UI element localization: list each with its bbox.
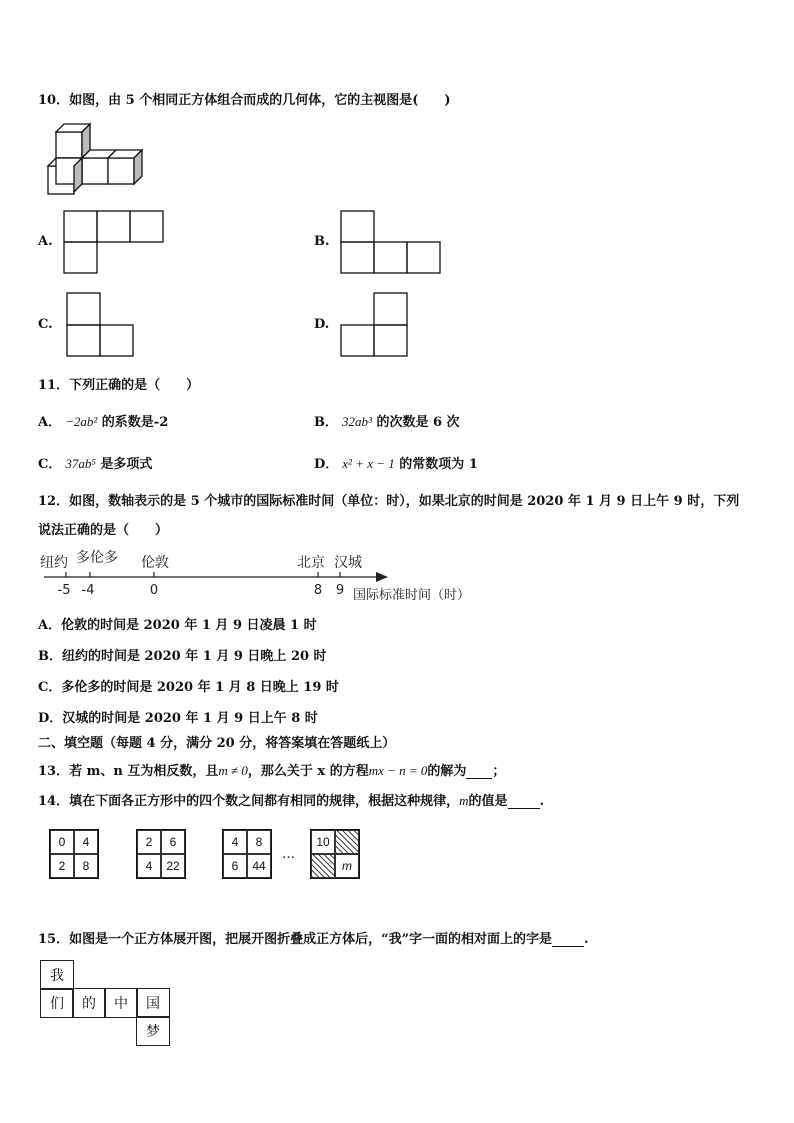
q11-option-b-text: 的次数是 6 次 [376, 415, 460, 430]
cell: 44 [247, 854, 271, 878]
cell: 0 [50, 830, 74, 854]
q14-part1: 14．填在下面各正方形中的四个数之间都有相同的规律，根据这种规律， [38, 794, 460, 809]
q14-part3: . [539, 794, 545, 809]
tick-label: 0 [149, 583, 159, 598]
q12-stem-line1: 12．如图，数轴表示的是 5 个城市的国际标准时间（单位：时），如果北京的时间是 2020 年 1 月 9 日上午 9 时，下列 [38, 494, 740, 509]
q13-part2: ，那么关于 x 的方程 [247, 764, 369, 779]
q14-answer-blank[interactable] [508, 796, 540, 809]
q10-stem: 10．如图，由 5 个相同正方体组合而成的几何体，它的主视图是( ) [38, 93, 451, 108]
q15-answer-blank[interactable] [552, 934, 584, 947]
q12-option-a[interactable]: A．伦敦的时间是 2020 年 1 月 9 日凌晨 1 时 [38, 618, 317, 633]
q14-square-1 [49, 829, 99, 879]
q11-option-b[interactable] [314, 411, 460, 430]
q15-stem [38, 928, 589, 947]
cell: 2 [137, 830, 161, 854]
q10-option-c-figure [66, 292, 146, 362]
q13-part4: ； [492, 764, 506, 779]
net-face: 我 [40, 960, 74, 990]
q11-option-a-label: A． [38, 415, 62, 430]
q15-part2: . [584, 932, 589, 947]
cell: 6 [161, 830, 185, 854]
q12-number-line [38, 548, 498, 608]
q14-stem [38, 790, 544, 809]
q11-option-d[interactable] [314, 453, 478, 472]
cell: 8 [247, 830, 271, 854]
q14-math: m [459, 793, 469, 808]
cell: 4 [137, 854, 161, 878]
tick-label: -4 [81, 583, 95, 598]
q13-part1: 13．若 m、n 互为相反数，且 [38, 764, 219, 779]
q11-option-b-math: 32ab³ [342, 414, 372, 429]
cell: 2 [50, 854, 74, 878]
axis-arrow [376, 572, 388, 582]
cell: 22 [161, 854, 185, 878]
net-face: 国 [136, 988, 170, 1018]
q13-math2: mx − n = 0 [368, 763, 428, 778]
city-beijing: 北京 [297, 555, 325, 571]
q10-option-a-figure [63, 210, 173, 280]
q13-stem [38, 760, 505, 779]
cell: 10 [311, 830, 335, 854]
q14-square-3 [222, 829, 272, 879]
q11-option-a-math: −2ab² [65, 414, 98, 429]
section-heading: 二、填空题（每题 4 分，满分 20 分，将答案填在答题纸上） [38, 736, 396, 751]
q14-part2: 的值是 [468, 794, 508, 809]
cell: 8 [74, 854, 98, 878]
tick-label: 9 [335, 583, 345, 598]
q10-option-d-figure [340, 292, 420, 362]
tick-label: -5 [57, 583, 71, 598]
q11-option-c-label: C． [38, 457, 62, 472]
q11-option-d-text: 的常数项为 1 [399, 457, 478, 472]
cell-m: m [335, 854, 359, 878]
q11-option-d-label: D． [314, 457, 339, 472]
q12-option-d[interactable]: D．汉城的时间是 2020 年 1 月 9 日上午 8 时 [38, 711, 318, 726]
q11-option-a-text: 的系数是-2 [101, 415, 169, 430]
q12-stem-line2: 说法正确的是（ ） [38, 523, 169, 538]
q15-part1: 15．如图是一个正方体展开图，把展开图折叠成正方体后，“我”字一面的相对面上的字是 [38, 932, 553, 947]
q11-option-c-math: 37ab⁵ [65, 456, 96, 471]
net-face: 梦 [136, 1016, 170, 1046]
q10-option-d-label[interactable]: D. [314, 317, 330, 332]
hatched-cell [335, 830, 359, 854]
tick-label: 8 [313, 583, 323, 598]
q10-option-b-label[interactable]: B. [314, 234, 330, 249]
city-toronto: 多伦多 [76, 550, 118, 566]
q12-option-b[interactable]: B．纽约的时间是 2020 年 1 月 9 日晚上 20 时 [38, 649, 327, 664]
q10-option-b-figure [340, 210, 450, 280]
q11-option-c[interactable] [38, 453, 152, 472]
net-face: 中 [104, 988, 138, 1018]
q11-option-a[interactable] [38, 411, 168, 430]
cell: 6 [223, 854, 247, 878]
net-face: 的 [72, 988, 106, 1018]
city-seoul: 汉城 [334, 555, 362, 571]
q14-square-last [310, 829, 360, 879]
net-face: 们 [40, 988, 74, 1018]
city-london: 伦敦 [141, 555, 169, 571]
cell: 4 [74, 830, 98, 854]
q11-option-b-label: B． [314, 415, 338, 430]
q11-stem: 11．下列正确的是（ ） [38, 378, 200, 393]
axis-title: 国际标准时间（时） [353, 588, 471, 603]
q12-option-c[interactable]: C．多伦多的时间是 2020 年 1 月 8 日晚上 19 时 [38, 680, 339, 695]
q13-answer-blank[interactable] [466, 766, 492, 779]
q13-part3: 的解为 [427, 764, 467, 779]
q14-square-2 [136, 829, 186, 879]
q11-option-d-math: x² + x − 1 [342, 456, 395, 471]
cell: 4 [223, 830, 247, 854]
hatched-cell [311, 854, 335, 878]
q11-option-c-text: 是多项式 [100, 457, 153, 472]
q10-option-a-label[interactable]: A. [38, 234, 53, 249]
q14-ellipsis: … [282, 847, 295, 862]
q10-solid-figure [44, 120, 154, 200]
q10-option-c-label[interactable]: C. [38, 317, 53, 332]
city-newyork: 纽约 [40, 555, 68, 571]
q13-math1: m ≠ 0 [218, 763, 248, 778]
